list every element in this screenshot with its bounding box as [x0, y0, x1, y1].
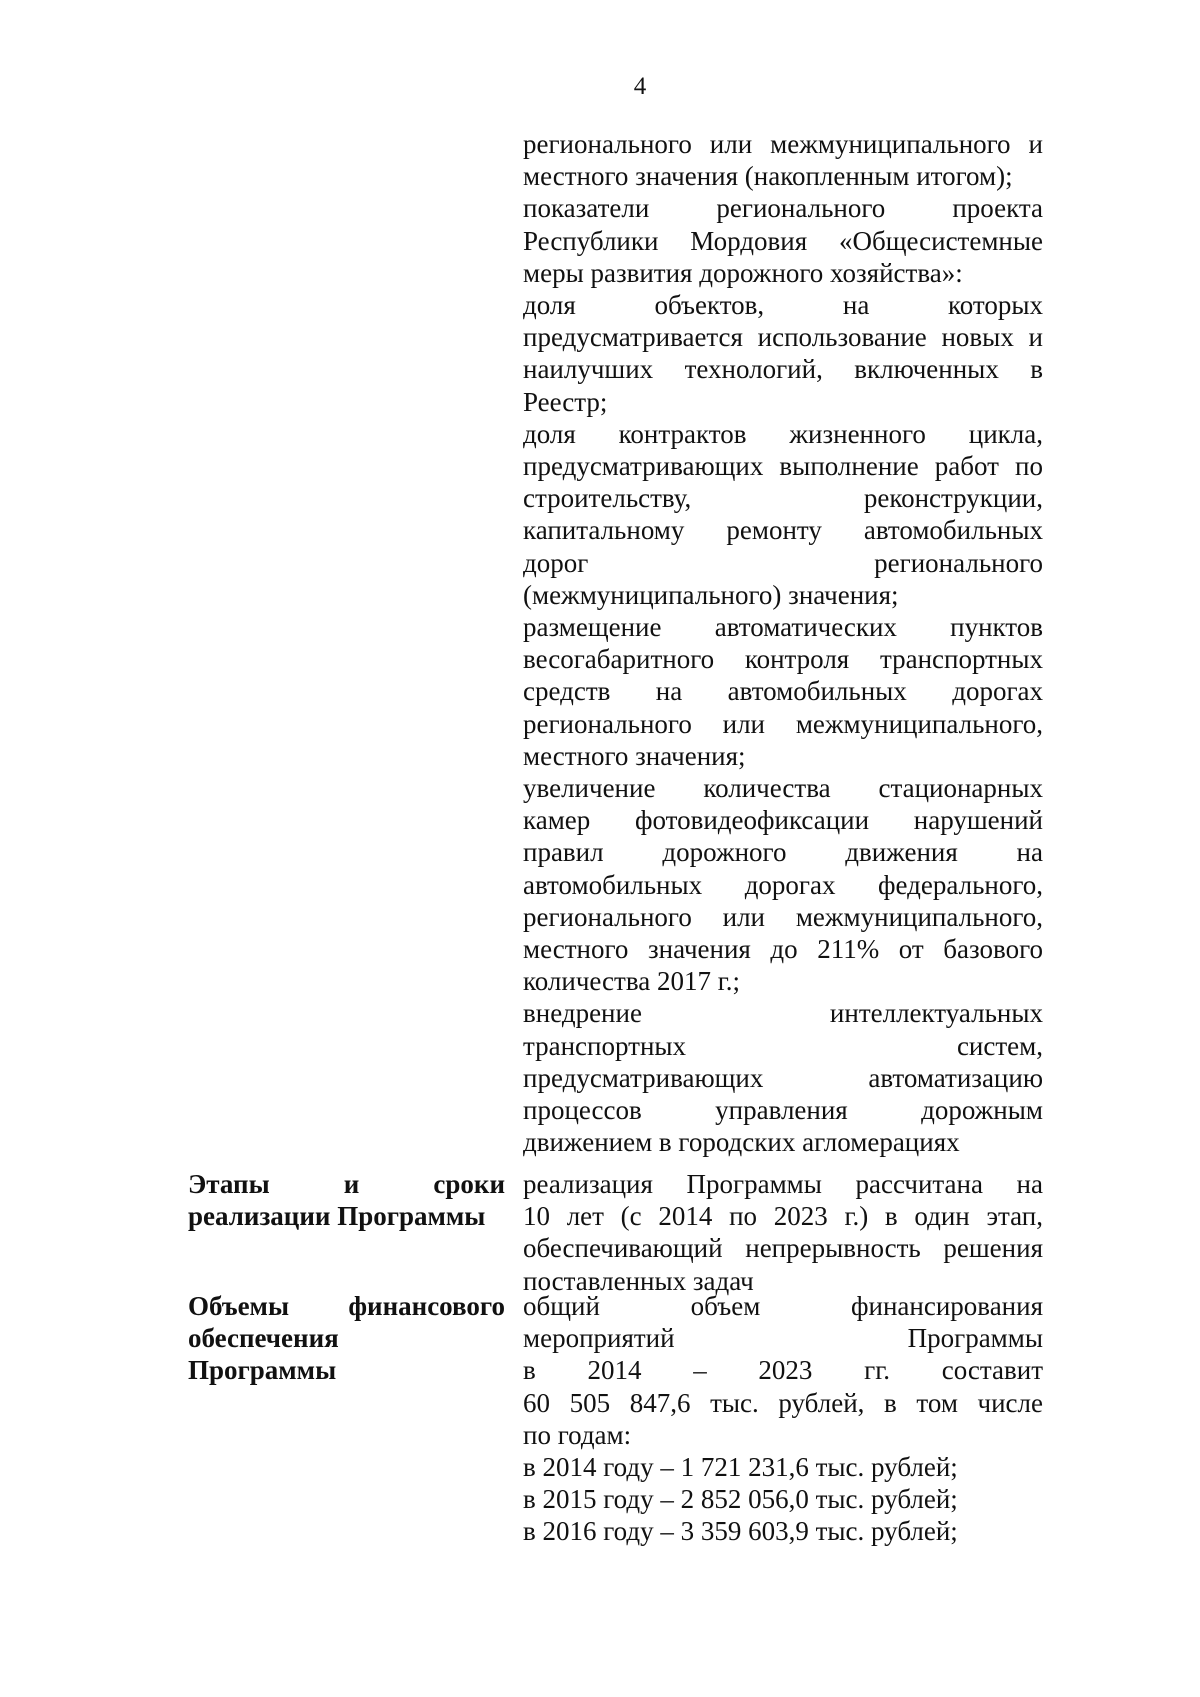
- text-line: в 2016 году – 3 359 603,9 тыс. рублей;: [523, 1516, 958, 1547]
- text-line: капитальному ремонту автомобильных: [523, 515, 1043, 546]
- text-line: внедрение интеллектуальных: [523, 998, 1043, 1029]
- stages-label: [188, 1168, 505, 1232]
- text-line: строительству, реконструкции,: [523, 483, 1043, 514]
- text-line: местного значения до 211% от базового: [523, 934, 1043, 965]
- text-line: предусматривающих выполнение работ по: [523, 451, 1043, 482]
- stages-value: [523, 1168, 1043, 1297]
- text-line: обеспечивающий непрерывность решения: [523, 1233, 1043, 1264]
- text-line: правил дорожного движения на: [523, 837, 1043, 868]
- funding-value: [523, 1290, 1043, 1548]
- text-line: Республики Мордовия «Общесистемные: [523, 225, 1043, 256]
- label-line: Этапы и сроки: [188, 1169, 505, 1199]
- text-line: автомобильных дорогах федерального,: [523, 869, 1043, 900]
- text-line: транспортных систем,: [523, 1030, 1043, 1061]
- text-line: в 2015 году – 2 852 056,0 тыс. рублей;: [523, 1484, 958, 1515]
- text-line: мероприятий Программы: [523, 1323, 1043, 1354]
- text-line: 60 505 847,6 тыс. рублей, в том числе: [523, 1387, 1043, 1418]
- label-line: реализации Программы: [188, 1201, 486, 1232]
- funding-label: [188, 1290, 505, 1387]
- text-line: дорог регионального: [523, 547, 1043, 578]
- label-line: обеспечения: [188, 1323, 339, 1354]
- text-line: поставленных задач: [523, 1265, 754, 1296]
- text-line: предусматривается использование новых и: [523, 322, 1043, 353]
- text-line: местного значения;: [523, 740, 746, 771]
- indicators-text-block: [523, 128, 1043, 1159]
- text-line: Реестр;: [523, 386, 608, 417]
- text-line: показатели регионального проекта: [523, 193, 1043, 224]
- text-line: размещение автоматических пунктов: [523, 612, 1043, 643]
- label-line: Объемы финансового: [188, 1291, 505, 1321]
- text-line: по годам:: [523, 1419, 632, 1450]
- text-line: доля контрактов жизненного цикла,: [523, 418, 1043, 449]
- text-line: реализация Программы рассчитана на: [523, 1169, 1043, 1199]
- text-line: 10 лет (с 2014 по 2023 г.) в один этап,: [523, 1201, 1043, 1232]
- text-line: регионального или межмуниципального,: [523, 901, 1043, 932]
- page-number: 4: [633, 73, 647, 100]
- text-line: количества 2017 г.;: [523, 966, 740, 997]
- text-line: предусматривающих автоматизацию: [523, 1062, 1043, 1093]
- text-line: местного значения (накопленным итогом);: [523, 161, 1013, 192]
- text-line: средств на автомобильных дорогах: [523, 676, 1043, 707]
- text-line: наилучших технологий, включенных в: [523, 354, 1043, 385]
- text-line: (межмуниципального) значения;: [523, 579, 899, 610]
- text-line: меры развития дорожного хозяйства»:: [523, 257, 963, 288]
- text-line: регионального или межмуниципального и: [523, 129, 1043, 159]
- text-line: увеличение количества стационарных: [523, 773, 1043, 804]
- text-line: процессов управления дорожным: [523, 1095, 1043, 1126]
- text-line: в 2014 – 2023 гг. составит: [523, 1355, 1043, 1386]
- text-line: регионального или межмуниципального,: [523, 708, 1043, 739]
- text-line: доля объектов, на которых: [523, 290, 1043, 321]
- text-line: общий объем финансирования: [523, 1291, 1043, 1321]
- label-line: Программы: [188, 1355, 337, 1386]
- text-line: в 2014 году – 1 721 231,6 тыс. рублей;: [523, 1452, 958, 1483]
- text-line: камер фотовидеофиксации нарушений: [523, 805, 1043, 836]
- text-line: движением в городских агломерациях: [523, 1127, 960, 1158]
- text-line: весогабаритного контроля транспортных: [523, 644, 1043, 675]
